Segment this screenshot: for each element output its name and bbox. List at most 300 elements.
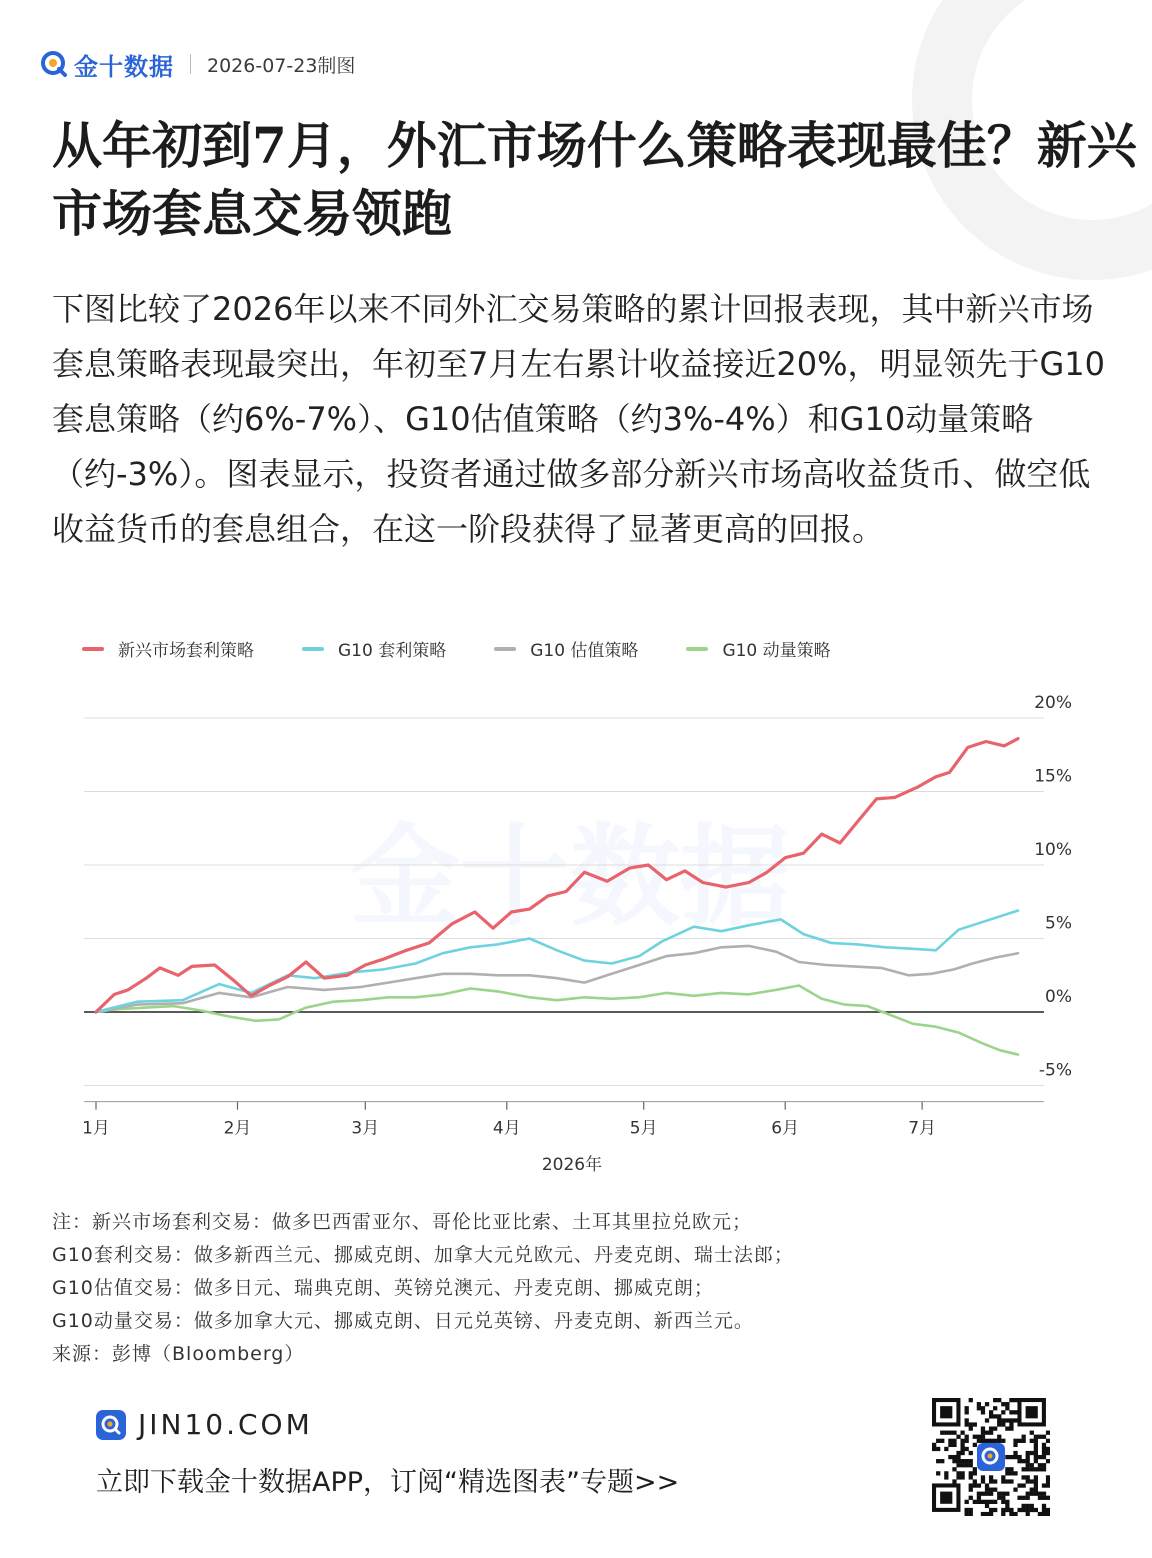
qr-module: [1030, 1488, 1034, 1492]
qr-module: [1042, 1451, 1046, 1455]
qr-module: [952, 1459, 956, 1463]
qr-module: [989, 1431, 993, 1435]
qr-module: [944, 1431, 948, 1435]
qr-module: [1034, 1492, 1038, 1496]
qr-module: [952, 1479, 956, 1483]
qr-module: [1042, 1508, 1046, 1512]
qr-finder-core: [940, 1406, 952, 1418]
qr-module: [969, 1512, 973, 1516]
footer-link[interactable]: [96, 1408, 313, 1441]
qr-module: [960, 1463, 964, 1467]
legend-item-g10-value: [494, 636, 638, 661]
qr-module: [1005, 1500, 1009, 1504]
qr-module: [1030, 1451, 1034, 1455]
qr-module: [969, 1422, 973, 1426]
qr-module: [1017, 1508, 1021, 1512]
header-divider: [190, 54, 191, 74]
page-title: 从年初到7月，外汇市场什么策略表现最佳？新兴市场套息交易领跑: [52, 116, 1137, 243]
qr-module: [965, 1508, 969, 1512]
qr-module: [985, 1418, 989, 1422]
qr-module: [1009, 1508, 1013, 1512]
qr-module: [969, 1508, 973, 1512]
qr-module: [1017, 1455, 1021, 1459]
qr-module: [1030, 1439, 1034, 1443]
qr-module: [1013, 1471, 1017, 1475]
qr-module: [1026, 1479, 1030, 1483]
qr-module: [965, 1422, 969, 1426]
qr-module: [1026, 1459, 1030, 1463]
qr-module: [1013, 1418, 1017, 1422]
qr-module: [1013, 1398, 1017, 1402]
x-tick-label: 5月: [629, 1118, 658, 1139]
qr-module: [993, 1414, 997, 1418]
qr-module: [1005, 1467, 1009, 1471]
note-line: 注：新兴市场套利交易：做多巴西雷亚尔、哥伦比亚比索、土耳其里拉兑欧元；: [52, 1211, 753, 1233]
y-tick-label: 15%: [1034, 766, 1072, 787]
qr-module: [1034, 1447, 1038, 1451]
qr-module: [997, 1439, 1001, 1443]
qr-module: [936, 1471, 940, 1475]
line-chart: [0, 680, 1152, 1180]
qr-module: [989, 1410, 993, 1414]
qr-module: [965, 1439, 969, 1443]
qr-module: [1013, 1439, 1017, 1443]
qr-module: [977, 1439, 981, 1443]
qr-module: [1005, 1418, 1009, 1422]
qr-module: [989, 1508, 993, 1512]
qr-module: [1046, 1483, 1050, 1487]
qr-module: [952, 1455, 956, 1459]
legend-label-em-carry: 新兴市场套利策略: [118, 641, 254, 661]
qr-module: [985, 1402, 989, 1406]
qr-module: [1005, 1406, 1009, 1410]
qr-module: [936, 1459, 940, 1463]
qr-module: [1046, 1447, 1050, 1451]
qr-module: [956, 1455, 960, 1459]
qr-module: [1009, 1455, 1013, 1459]
x-tick-label: 2月: [223, 1118, 252, 1139]
qr-module: [981, 1512, 985, 1516]
qr-module: [1005, 1504, 1009, 1508]
qr-module: [981, 1492, 985, 1496]
qr-module: [985, 1488, 989, 1492]
note-source: 来源：彭博（Bloomberg）: [52, 1343, 305, 1365]
qr-module: [1009, 1426, 1013, 1430]
qr-module: [960, 1431, 964, 1435]
x-tick-label: 1月: [82, 1118, 110, 1139]
qr-module: [989, 1426, 993, 1430]
qr-module: [977, 1496, 981, 1500]
qr-module: [960, 1475, 964, 1479]
qr-module: [1001, 1496, 1005, 1500]
qr-module: [1042, 1443, 1046, 1447]
qr-module: [1001, 1508, 1005, 1512]
qr-module: [997, 1435, 1001, 1439]
qr-module: [1022, 1435, 1026, 1439]
note-line: G10估值交易：做多日元、瑞典克朗、英镑兑澳元、丹麦克朗、挪威克朗；: [52, 1277, 714, 1299]
x-tick-label: 4月: [492, 1118, 521, 1139]
qr-module: [989, 1488, 993, 1492]
qr-module: [993, 1488, 997, 1492]
qr-module: [960, 1471, 964, 1475]
qr-module: [993, 1479, 997, 1483]
qr-module: [973, 1483, 977, 1487]
x-axis-title: 2026年: [541, 1155, 603, 1175]
qr-module: [932, 1447, 936, 1451]
qr-module: [969, 1496, 973, 1500]
qr-module: [1001, 1410, 1005, 1414]
qr-module: [1038, 1435, 1042, 1439]
qr-module: [944, 1475, 948, 1479]
qr-module: [1038, 1467, 1042, 1471]
qr-module: [1022, 1475, 1026, 1479]
qr-module: [969, 1426, 973, 1430]
qr-module: [1017, 1496, 1021, 1500]
qr-module: [1042, 1512, 1046, 1516]
y-tick-label: -5%: [1038, 1060, 1072, 1081]
qr-module: [1026, 1467, 1030, 1471]
qr-code[interactable]: [932, 1398, 1050, 1516]
qr-module: [1034, 1439, 1038, 1443]
qr-module: [965, 1418, 969, 1422]
qr-module: [973, 1479, 977, 1483]
qr-module: [989, 1475, 993, 1479]
qr-module: [993, 1426, 997, 1430]
download-cta[interactable]: 立即下载金十数据APP，订阅“精选图表”专题>>: [96, 1467, 680, 1498]
qr-module: [940, 1439, 944, 1443]
chart-notes: [52, 1206, 794, 1371]
x-axis: [82, 1102, 1044, 1139]
watermark: 金十数据: [350, 813, 790, 941]
qr-module: [1038, 1455, 1042, 1459]
qr-module: [936, 1439, 940, 1443]
qr-module: [1009, 1512, 1013, 1516]
qr-module: [1013, 1512, 1017, 1516]
qr-module: [981, 1435, 985, 1439]
qr-module: [1017, 1483, 1021, 1487]
qr-module: [985, 1500, 989, 1504]
qr-module: [1013, 1455, 1017, 1459]
qr-module: [1030, 1492, 1034, 1496]
qr-module: [1034, 1443, 1038, 1447]
description: 下图比较了2026年以来不同外汇交易策略的累计回报表现，其中新兴市场套息策略表现最突出，年初至7月左右累计收益接近20%，明显领先于G10套息策略（约6%-7%）、G10估值策略（约3%-4%）和G10动量策略（约-3%）。图表显示，投资者通过做多部分新兴市场高收益货币、做空低收益货币的套息组合，在这一阶段获得了显著更高的回报。: [52, 290, 1106, 548]
qr-module: [1042, 1455, 1046, 1459]
qr-module: [944, 1471, 948, 1475]
qr-module: [960, 1459, 964, 1463]
qr-module: [973, 1422, 977, 1426]
qr-module: [1038, 1463, 1042, 1467]
qr-module: [969, 1475, 973, 1479]
legend-label-g10-momentum: G10 动量策略: [722, 641, 831, 661]
qr-module: [1046, 1512, 1050, 1516]
qr-module: [989, 1500, 993, 1504]
qr-module: [956, 1451, 960, 1455]
qr-module: [1030, 1467, 1034, 1471]
x-tick-label: 6月: [771, 1118, 800, 1139]
qr-module: [1042, 1492, 1046, 1496]
qr-module: [952, 1439, 956, 1443]
qr-module: [969, 1451, 973, 1455]
qr-module: [965, 1435, 969, 1439]
qr-module: [1034, 1467, 1038, 1471]
qr-module: [1026, 1504, 1030, 1508]
qr-module: [981, 1500, 985, 1504]
legend-label-g10-value: G10 估值策略: [530, 641, 639, 661]
qr-module: [993, 1439, 997, 1443]
qr-module: [1026, 1512, 1030, 1516]
qr-module: [1038, 1512, 1042, 1516]
qr-module: [956, 1475, 960, 1479]
qr-module: [977, 1435, 981, 1439]
qr-module: [989, 1439, 993, 1443]
qr-module: [1026, 1508, 1030, 1512]
qr-module: [1042, 1467, 1046, 1471]
qr-module: [985, 1504, 989, 1508]
qr-module: [1046, 1475, 1050, 1479]
qr-module: [1046, 1508, 1050, 1512]
legend-swatch-em-carry: [82, 647, 104, 651]
qr-module: [997, 1398, 1001, 1402]
qr-module: [940, 1459, 944, 1463]
chart-legend: [82, 636, 879, 661]
qr-module: [1042, 1483, 1046, 1487]
qr-module: [1013, 1488, 1017, 1492]
qr-module: [1022, 1504, 1026, 1508]
qr-module: [1034, 1483, 1038, 1487]
qr-module: [1009, 1398, 1013, 1402]
qr-module: [1034, 1459, 1038, 1463]
qr-module: [969, 1459, 973, 1463]
qr-module: [1026, 1492, 1030, 1496]
qr-module: [993, 1500, 997, 1504]
qr-module: [985, 1512, 989, 1516]
qr-module: [1009, 1418, 1013, 1422]
qr-finder-core: [940, 1492, 952, 1504]
legend-label-g10-carry: G10 套利策略: [338, 641, 447, 661]
qr-module: [932, 1443, 936, 1447]
qr-module: [1046, 1496, 1050, 1500]
qr-module: [944, 1447, 948, 1451]
qr-module: [956, 1435, 960, 1439]
qr-module: [977, 1500, 981, 1504]
qr-module: [1001, 1418, 1005, 1422]
qr-module: [1022, 1459, 1026, 1463]
qr-module: [969, 1488, 973, 1492]
qr-module: [997, 1496, 1001, 1500]
qr-module: [1034, 1488, 1038, 1492]
qr-module: [981, 1410, 985, 1414]
qr-module: [969, 1483, 973, 1487]
note-line: G10动量交易：做多加拿大元、挪威克朗、日元兑英镑、丹麦克朗、新西兰元。: [52, 1310, 754, 1332]
qr-module: [1013, 1443, 1017, 1447]
qr-module: [1042, 1435, 1046, 1439]
qr-module: [973, 1471, 977, 1475]
qr-module: [960, 1447, 964, 1451]
qr-module: [1030, 1431, 1034, 1435]
qr-module: [977, 1402, 981, 1406]
footer-url[interactable]: JIN10.COM: [138, 1408, 313, 1441]
qr-module: [1026, 1475, 1030, 1479]
qr-module: [965, 1463, 969, 1467]
qr-module: [981, 1406, 985, 1410]
qr-module: [1026, 1451, 1030, 1455]
qr-module: [993, 1508, 997, 1512]
y-tick-label: 10%: [1034, 840, 1072, 860]
qr-module: [1026, 1463, 1030, 1467]
legend-item-g10-momentum: [686, 636, 830, 661]
y-axis: [1034, 693, 1072, 1081]
qr-module: [1022, 1483, 1026, 1487]
qr-module: [977, 1406, 981, 1410]
qr-module: [936, 1447, 940, 1451]
legend-item-g10-carry: [302, 636, 446, 661]
qr-module: [1030, 1479, 1034, 1483]
qr-module: [977, 1483, 981, 1487]
qr-module: [1013, 1451, 1017, 1455]
qr-logo-dot: [988, 1454, 993, 1459]
qr-module: [1046, 1451, 1050, 1455]
legend-swatch-g10-value: [494, 647, 516, 651]
jin10-logo-icon: [40, 50, 68, 78]
qr-module: [1030, 1508, 1034, 1512]
qr-module: [1046, 1439, 1050, 1443]
qr-module: [1017, 1459, 1021, 1463]
qr-module: [1013, 1410, 1017, 1414]
qr-module: [948, 1443, 952, 1447]
qr-module: [1022, 1467, 1026, 1471]
qr-module: [985, 1492, 989, 1496]
legend-swatch-g10-momentum: [686, 647, 708, 651]
brand-name: 金十数据: [74, 52, 174, 81]
qr-module: [985, 1439, 989, 1443]
qr-module: [985, 1431, 989, 1435]
qr-module: [1042, 1504, 1046, 1508]
qr-module: [965, 1447, 969, 1451]
qr-module: [960, 1439, 964, 1443]
chart-date: 2026-07-23制图: [207, 54, 356, 77]
qr-module: [1026, 1496, 1030, 1500]
qr-module: [1005, 1479, 1009, 1483]
qr-module: [989, 1512, 993, 1516]
jin10-app-icon: [96, 1410, 126, 1440]
qr-module: [997, 1422, 1001, 1426]
x-tick-label: 7月: [908, 1118, 937, 1139]
qr-module: [965, 1406, 969, 1410]
qr-module: [956, 1459, 960, 1463]
qr-module: [1001, 1402, 1005, 1406]
qr-module: [1046, 1479, 1050, 1483]
qr-module: [1046, 1431, 1050, 1435]
qr-module: [956, 1463, 960, 1467]
qr-module: [973, 1435, 977, 1439]
qr-module: [952, 1443, 956, 1447]
qr-module: [1030, 1463, 1034, 1467]
qr-module: [993, 1406, 997, 1410]
qr-module: [1034, 1475, 1038, 1479]
qr-module: [997, 1492, 1001, 1496]
qr-module: [948, 1439, 952, 1443]
x-tick-label: 3月: [351, 1118, 380, 1139]
qr-module: [1034, 1508, 1038, 1512]
qr-module: [1042, 1447, 1046, 1451]
qr-module: [1038, 1492, 1042, 1496]
qr-module: [1001, 1500, 1005, 1504]
qr-module: [965, 1459, 969, 1463]
qr-module: [952, 1431, 956, 1435]
qr-module: [981, 1431, 985, 1435]
qr-module: [1009, 1467, 1013, 1471]
qr-module: [1001, 1475, 1005, 1479]
qr-module: [989, 1492, 993, 1496]
qr-module: [997, 1414, 1001, 1418]
qr-module: [1001, 1439, 1005, 1443]
qr-module: [940, 1431, 944, 1435]
legend-swatch-g10-carry: [302, 647, 324, 651]
qr-module: [1001, 1422, 1005, 1426]
qr-module: [969, 1463, 973, 1467]
qr-module: [1005, 1492, 1009, 1496]
qr-module: [985, 1483, 989, 1487]
qr-module: [1001, 1479, 1005, 1483]
qr-module: [977, 1492, 981, 1496]
qr-module: [1009, 1479, 1013, 1483]
qr-module: [1034, 1455, 1038, 1459]
qr-module: [1038, 1496, 1042, 1500]
qr-module: [965, 1410, 969, 1414]
qr-finder-core: [1026, 1406, 1038, 1418]
qr-module: [1030, 1504, 1034, 1508]
qr-module: [973, 1500, 977, 1504]
qr-module: [952, 1467, 956, 1471]
qr-module: [969, 1398, 973, 1402]
qr-module: [1005, 1508, 1009, 1512]
qr-module: [1009, 1471, 1013, 1475]
qr-module: [1022, 1496, 1026, 1500]
y-tick-label: 0%: [1045, 987, 1072, 1007]
qr-module: [973, 1443, 977, 1447]
qr-module: [997, 1418, 1001, 1422]
note-line: G10套利交易：做多新西兰元、挪威克朗、加拿大元兑欧元、丹麦克朗、瑞士法郎；: [52, 1244, 794, 1266]
header: [40, 46, 355, 82]
qr-module: [1042, 1463, 1046, 1467]
qr-module: [1034, 1451, 1038, 1455]
qr-module: [989, 1414, 993, 1418]
qr-module: [1022, 1508, 1026, 1512]
qr-module: [1034, 1435, 1038, 1439]
qr-module: [981, 1439, 985, 1443]
qr-module: [1026, 1455, 1030, 1459]
qr-module: [956, 1471, 960, 1475]
y-tick-label: 5%: [1045, 913, 1072, 934]
legend-item-em-carry: [82, 636, 254, 661]
qr-module: [1017, 1439, 1021, 1443]
qr-module: [1001, 1512, 1005, 1516]
qr-module: [1005, 1455, 1009, 1459]
qr-module: [1001, 1492, 1005, 1496]
qr-module: [948, 1455, 952, 1459]
qr-module: [981, 1479, 985, 1483]
qr-module: [969, 1471, 973, 1475]
qr-module: [960, 1443, 964, 1447]
qr-module: [1005, 1426, 1009, 1430]
qr-module: [993, 1398, 997, 1402]
qr-module: [965, 1500, 969, 1504]
qr-module: [960, 1451, 964, 1455]
qr-module: [989, 1479, 993, 1483]
y-tick-label: 20%: [1034, 693, 1072, 713]
qr-module: [973, 1467, 977, 1471]
qr-module: [1009, 1410, 1013, 1414]
